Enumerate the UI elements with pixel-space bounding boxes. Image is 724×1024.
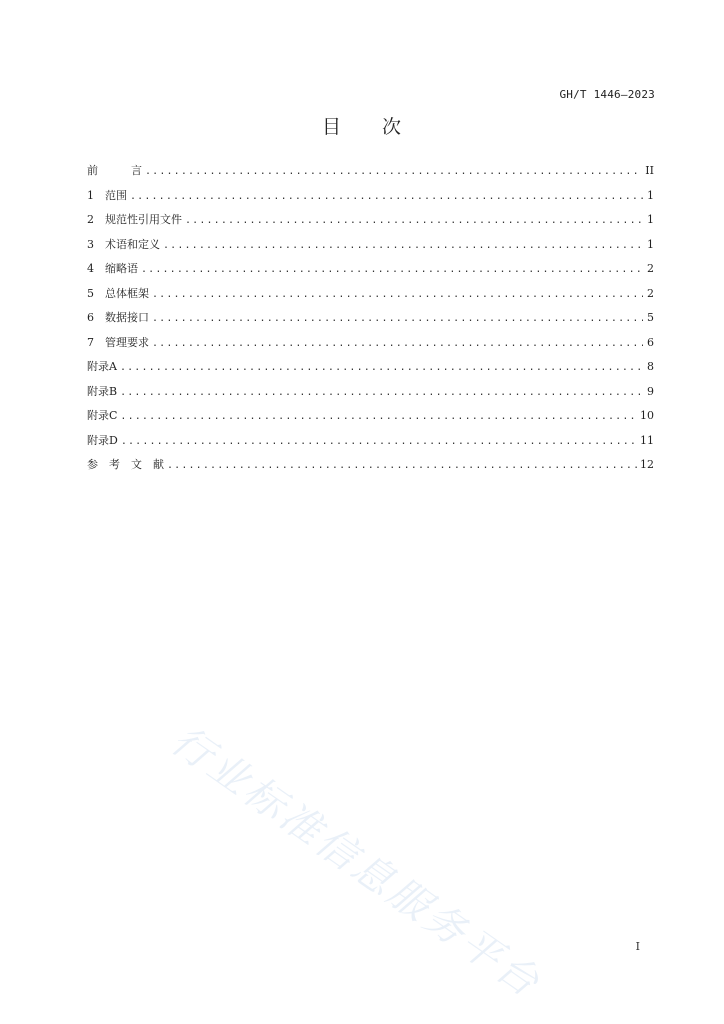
toc-entry-label: 总体框架 — [105, 286, 149, 300]
toc-dot-leader — [120, 385, 643, 401]
toc-entry-appendix-b[interactable] — [87, 384, 654, 409]
toc-entry-page: 12 — [640, 458, 654, 471]
toc-entry-page: 2 — [647, 262, 654, 275]
toc-entry-page: 8 — [647, 360, 654, 373]
toc-entry-number: 3 — [87, 237, 94, 251]
toc-entry-scope[interactable] — [87, 188, 654, 213]
toc-dot-leader — [152, 311, 643, 327]
toc-entry-label: 附录C — [87, 409, 118, 422]
toc-entry-page: II — [645, 164, 654, 177]
toc-entry-page: 1 — [647, 237, 654, 251]
toc-dot-leader — [120, 360, 643, 376]
toc-entry-page: 2 — [647, 286, 654, 300]
toc-entry-management-requirements[interactable] — [87, 335, 654, 360]
toc-entry-number: 5 — [87, 286, 94, 300]
toc-entry-page: 11 — [640, 433, 654, 447]
toc-entry-label: 缩略语 — [105, 262, 138, 275]
title-part-2: 次 — [382, 116, 403, 138]
toc-entry-number: 4 — [87, 262, 94, 275]
toc-dot-leader — [145, 164, 642, 180]
toc-entry-page: 1 — [647, 213, 654, 226]
toc-entry-normative-references[interactable] — [87, 212, 654, 237]
toc-entry-page: 6 — [647, 335, 654, 349]
toc-entry-appendix-a[interactable] — [87, 359, 654, 384]
toc-entry-label: 前 言 — [87, 164, 142, 177]
title-part-1: 目 — [321, 116, 342, 138]
toc-entry-number: 2 — [87, 213, 94, 226]
toc-entry-label: 附录A — [87, 360, 117, 373]
toc-dot-leader — [130, 189, 643, 205]
toc-entry-label: 附录B — [87, 384, 118, 398]
toc-entry-number: 1 — [87, 188, 94, 202]
watermark-text: 行业标准信息服务平台 — [162, 717, 550, 1008]
toc-entry-bibliography[interactable] — [87, 457, 654, 482]
toc-entry-label: 附录D — [87, 433, 118, 447]
toc-dot-leader — [163, 238, 643, 254]
toc-entry-appendix-d[interactable] — [87, 433, 654, 458]
toc-entry-terms-definitions[interactable] — [87, 237, 654, 262]
toc-entry-label: 范围 — [105, 188, 127, 202]
toc-dot-leader — [120, 409, 637, 425]
toc-entry-appendix-c[interactable] — [87, 408, 654, 433]
page-number: I — [635, 940, 640, 953]
toc-dot-leader — [141, 262, 643, 278]
toc-entry-label: 管理要求 — [105, 335, 149, 349]
toc-entry-label: 数据接口 — [105, 311, 149, 324]
toc-entry-label: 参 考 文 献 — [87, 458, 164, 471]
toc-entry-page: 9 — [647, 384, 654, 398]
toc-dot-leader — [121, 434, 637, 450]
toc-entry-number: 7 — [87, 335, 94, 349]
toc-entry-page: 1 — [647, 188, 654, 202]
toc-entry-page: 10 — [640, 409, 654, 422]
toc-entry-label: 规范性引用文件 — [105, 213, 182, 226]
toc-dot-leader — [167, 458, 637, 474]
toc-entry-data-interface[interactable] — [87, 310, 654, 335]
page-title — [0, 112, 724, 139]
toc-entry-foreword[interactable] — [87, 163, 654, 188]
standard-code: GH/T 1446—2023 — [559, 88, 655, 101]
toc-dot-leader — [185, 213, 643, 229]
table-of-contents — [87, 163, 654, 482]
toc-entry-label: 术语和定义 — [105, 237, 160, 251]
toc-entry-abbreviations[interactable] — [87, 261, 654, 286]
toc-entry-number: 6 — [87, 311, 94, 324]
toc-entry-page: 5 — [647, 311, 654, 324]
toc-dot-leader — [152, 336, 643, 352]
toc-dot-leader — [152, 287, 643, 303]
toc-entry-overall-framework[interactable] — [87, 286, 654, 311]
